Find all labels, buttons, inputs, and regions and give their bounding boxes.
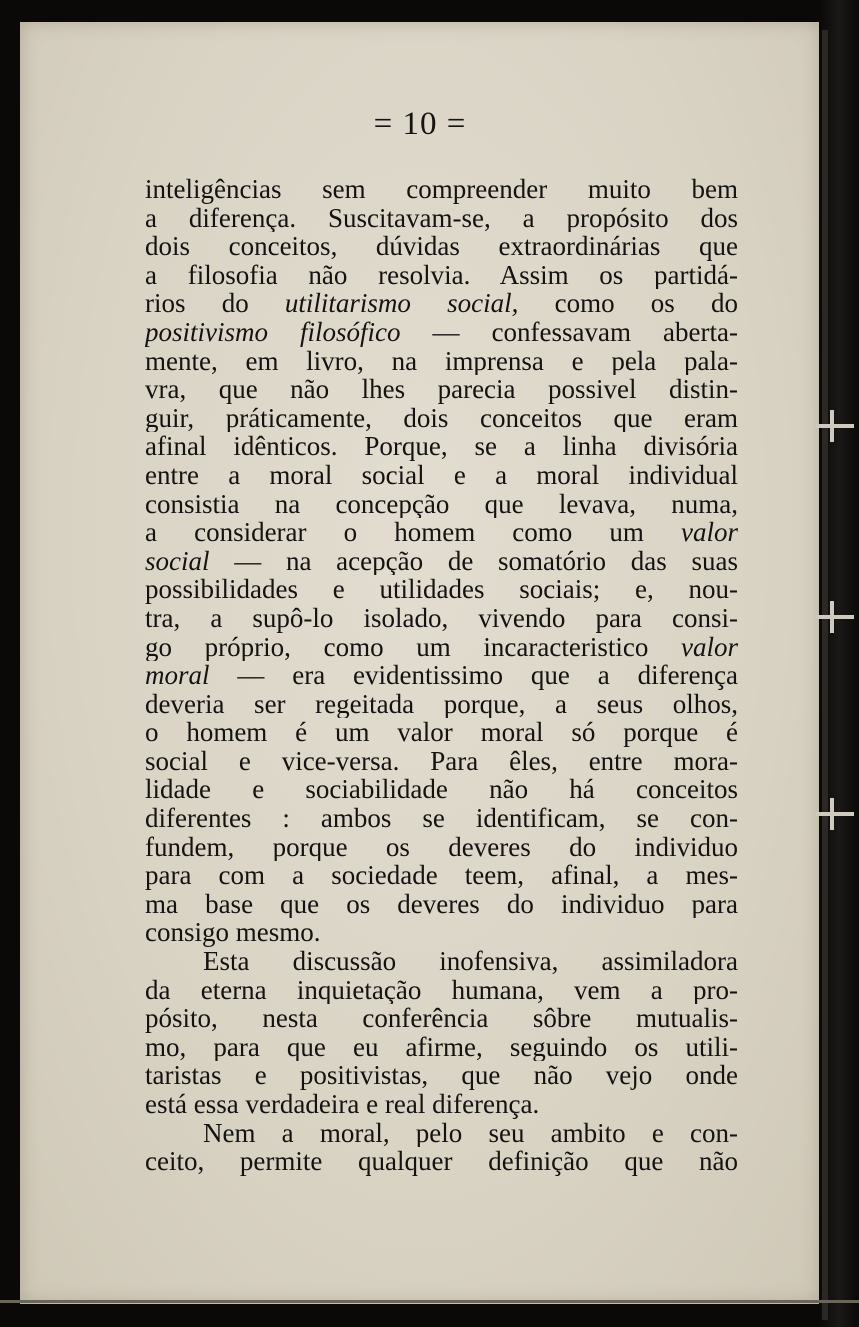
text-line xyxy=(145,1119,738,1148)
text-run: possibilidades e utilidades sociais; e, nou- xyxy=(145,575,738,604)
text-run: diferentes : ambos se identificam, se con- xyxy=(145,804,738,833)
text-run: ceito, permite qualquer definição que não xyxy=(145,1147,738,1176)
italic-text-run: social xyxy=(145,546,210,576)
text-run: inteligências sem compreender muito bem xyxy=(145,175,738,204)
text-line xyxy=(145,918,738,947)
italic-text-run: valor xyxy=(681,632,738,662)
text-line xyxy=(145,232,738,261)
italic-text-run: moral xyxy=(145,661,210,690)
text-line xyxy=(145,890,738,919)
text-run: pósito, nesta conferência sôbre mutualis- xyxy=(145,1004,738,1033)
text-line xyxy=(145,633,738,662)
text-run: guir, práticamente, dois conceitos que eram xyxy=(145,403,738,433)
text-run: taristas e positivistas, que não vejo onde xyxy=(145,1061,738,1090)
text-run: Nem a moral, pelo seu ambito e con- xyxy=(203,1118,738,1148)
italic-text-run: positivismo filosófico xyxy=(145,317,401,347)
text-line xyxy=(145,518,738,547)
text-line xyxy=(145,1033,738,1062)
text-run: ma base que os deveres do individuo para xyxy=(145,889,738,919)
text-run: a considerar o homem como um xyxy=(145,518,681,547)
text-line xyxy=(145,690,738,719)
text-run: o homem é um valor moral só porque é xyxy=(145,718,738,747)
book-page xyxy=(20,22,820,1304)
text-run: vra, que não lhes parecia possivel distin- xyxy=(145,375,738,404)
text-run: rios do xyxy=(145,289,285,318)
text-run: como os do xyxy=(518,289,738,318)
text-line xyxy=(145,432,738,461)
text-run: a filosofia não resolvia. Assim os partidá- xyxy=(145,260,738,290)
text-run: — na acepção de somatório das suas xyxy=(209,546,738,576)
text-line xyxy=(145,661,738,690)
text-run: Esta discussão inofensiva, assimiladora xyxy=(203,947,738,976)
text-run: social e vice-versa. Para êles, entre mora- xyxy=(145,746,738,776)
text-line xyxy=(145,375,738,404)
italic-text-run: valor xyxy=(681,518,738,547)
text-line xyxy=(145,261,738,290)
text-line xyxy=(145,1090,738,1119)
text-line xyxy=(145,490,738,519)
text-run: tra, a supô-lo isolado, vivendo para consi- xyxy=(145,603,738,633)
text-line xyxy=(145,1061,738,1090)
text-line xyxy=(145,1147,738,1176)
text-run: mo, para que eu afirme, seguindo os utili- xyxy=(145,1032,738,1062)
italic-text-run: utilitarismo social, xyxy=(284,289,519,318)
text-line xyxy=(145,804,738,833)
text-run: lidade e sociabilidade não há conceitos xyxy=(145,775,738,805)
text-run: deveria ser regeitada porque, a seus olhos, xyxy=(145,689,738,719)
text-line xyxy=(145,175,738,204)
text-run: consistia na concepção que levava, numa, xyxy=(145,489,738,519)
next-page-edge xyxy=(822,30,828,1320)
text-line xyxy=(145,575,738,604)
text-run: mente, em livro, na imprensa e pela pala- xyxy=(145,346,738,376)
text-line xyxy=(145,404,738,433)
text-run: afinal idênticos. Porque, se a linha divisória xyxy=(145,432,738,461)
text-line xyxy=(145,747,738,776)
text-line xyxy=(145,318,738,347)
text-run: go próprio, como um incaracteristico xyxy=(145,632,681,662)
text-line xyxy=(145,461,738,490)
binding-mark xyxy=(816,615,854,619)
text-run: para com a sociedade teem, afinal, a mes- xyxy=(145,861,738,890)
text-line xyxy=(145,718,738,747)
text-line xyxy=(145,204,738,233)
binding-mark xyxy=(816,424,854,428)
text-line xyxy=(145,347,738,376)
text-line xyxy=(145,833,738,862)
text-run: da eterna inquietação humana, vem a pro- xyxy=(145,975,738,1005)
text-run: fundem, porque os deveres do individuo xyxy=(145,832,738,862)
text-line xyxy=(145,947,738,976)
text-line xyxy=(145,547,738,576)
text-run: consigo mesmo. xyxy=(145,918,321,948)
page-number: = 10 = xyxy=(373,106,467,142)
body-text xyxy=(145,175,738,1176)
text-run: — era evidentissimo que a diferença xyxy=(209,661,738,690)
text-run: — confessavam aberta- xyxy=(400,317,738,347)
page-bottom-edge xyxy=(0,1300,859,1303)
text-line xyxy=(145,775,738,804)
text-run: entre a moral social e a moral individual xyxy=(145,460,738,490)
text-line xyxy=(145,976,738,1005)
text-line xyxy=(145,604,738,633)
text-run: dois conceitos, dúvidas extraordinárias que xyxy=(145,232,738,261)
binding-mark xyxy=(816,812,854,816)
text-line xyxy=(145,1004,738,1033)
text-run: está essa verdadeira e real diferença. xyxy=(145,1090,540,1119)
text-line xyxy=(145,861,738,890)
text-run: a diferença. Suscitavam-se, a propósito dos xyxy=(145,203,738,233)
text-line xyxy=(145,289,738,318)
